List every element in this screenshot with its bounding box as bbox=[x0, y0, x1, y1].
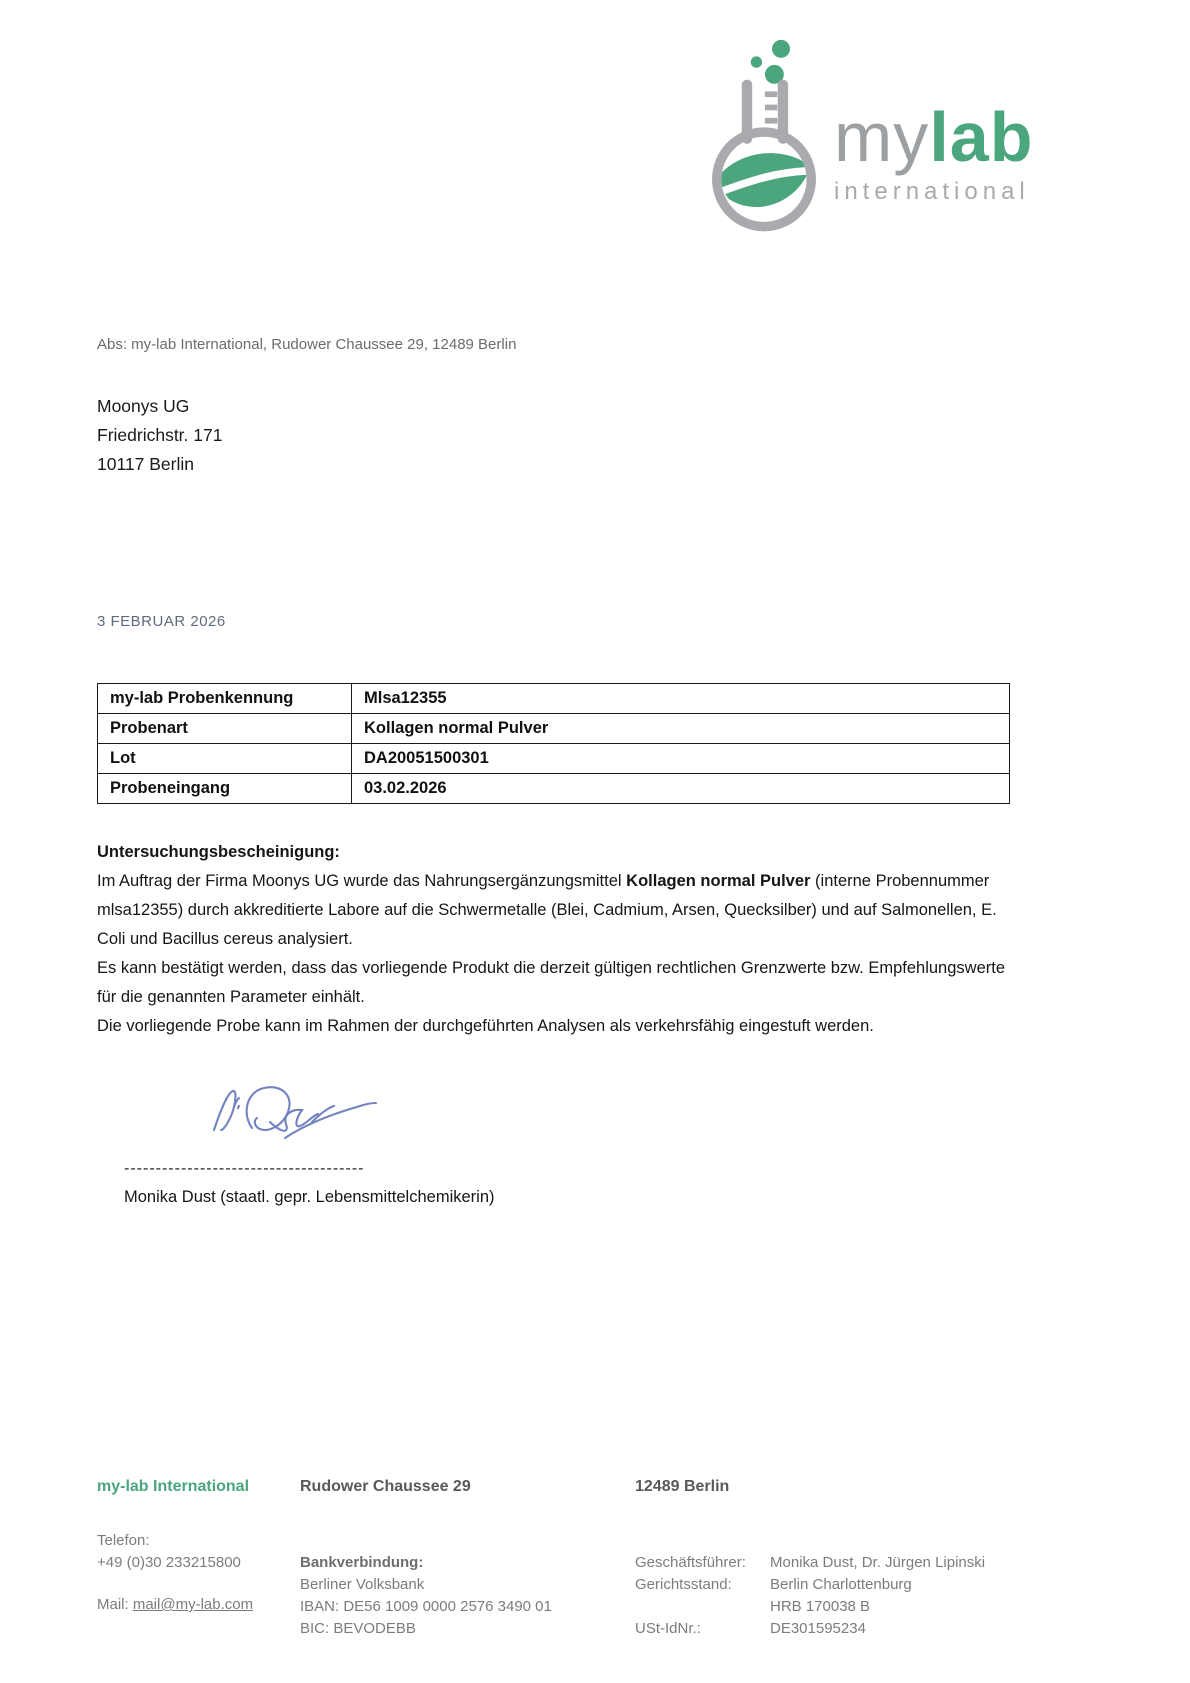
row-label: Probeneingang bbox=[98, 774, 352, 804]
recipient-name: Moonys UG bbox=[97, 396, 190, 416]
sender-line: Abs: my-lab International, Rudower Chaussee 29, 12489 Berlin bbox=[97, 336, 517, 353]
footer-company-name: my-lab International bbox=[97, 1478, 250, 1495]
footer-legal-values bbox=[770, 1552, 985, 1640]
row-label: Lot bbox=[98, 744, 352, 774]
flask-leaf-icon bbox=[712, 30, 816, 236]
footer-bank-block bbox=[300, 1552, 552, 1640]
footer-bank-name: Berliner Volksbank bbox=[300, 1576, 425, 1593]
footer-spacer bbox=[635, 1596, 746, 1618]
footer-ceo-label: Geschäftsführer: bbox=[635, 1554, 746, 1571]
row-value: DA20051500301 bbox=[352, 744, 1010, 774]
footer-court-value: Berlin Charlottenburg bbox=[770, 1576, 912, 1593]
footer-bank-heading: Bankverbindung: bbox=[300, 1554, 424, 1571]
footer-street: Rudower Chaussee 29 bbox=[300, 1478, 471, 1495]
document-date: 3 FEBRUAR 2026 bbox=[97, 613, 226, 630]
signature-line: -------------------------------------- bbox=[124, 1160, 365, 1177]
footer-hrb-value: HRB 170038 B bbox=[770, 1598, 871, 1615]
recipient-street: Friedrichstr. 171 bbox=[97, 425, 223, 445]
footer-vat-label: USt-IdNr.: bbox=[635, 1620, 701, 1637]
logo-word-my: my bbox=[834, 98, 930, 176]
paragraph-text: Im Auftrag der Firma Moonys UG wurde das Nahrungsergänzungsmittel bbox=[97, 872, 627, 890]
table-row bbox=[98, 714, 1010, 744]
footer-ceo-value: Monika Dust, Dr. Jürgen Lipinski bbox=[770, 1554, 986, 1571]
sample-info-table bbox=[97, 683, 1010, 804]
table-row bbox=[98, 744, 1010, 774]
certificate-heading: Untersuchungsbescheinigung: bbox=[97, 843, 340, 861]
footer-iban: IBAN: DE56 1009 0000 2576 3490 01 bbox=[300, 1598, 552, 1615]
footer-phone-label: Telefon: bbox=[97, 1532, 150, 1549]
footer-court-label: Gerichtsstand: bbox=[635, 1576, 732, 1593]
product-name-bold: Kollagen normal Pulver bbox=[626, 872, 811, 890]
footer-phone-number: +49 (0)30 233215800 bbox=[97, 1554, 241, 1571]
footer-legal-labels bbox=[635, 1552, 746, 1640]
row-value: 03.02.2026 bbox=[352, 774, 1010, 804]
row-value: Kollagen normal Pulver bbox=[352, 714, 1010, 744]
table-row bbox=[98, 774, 1010, 804]
footer-mail-label: Mail: bbox=[97, 1596, 133, 1613]
logo-word-lab: lab bbox=[929, 98, 1034, 176]
footer-city: 12489 Berlin bbox=[635, 1478, 730, 1495]
certificate-body bbox=[97, 838, 1015, 1041]
certificate-paragraph-1 bbox=[97, 867, 1015, 954]
footer-mail-link[interactable]: mail@my-lab.com bbox=[132, 1596, 254, 1613]
recipient-city: 10117 Berlin bbox=[97, 454, 194, 474]
row-label: my-lab Probenkennung bbox=[98, 684, 352, 714]
row-value: Mlsa12355 bbox=[352, 684, 1010, 714]
signer-name: Monika Dust (staatl. gepr. Lebensmittelchemikerin) bbox=[124, 1188, 495, 1206]
footer-mail-row bbox=[97, 1594, 253, 1616]
table-row bbox=[98, 684, 1010, 714]
handwritten-signature bbox=[200, 1078, 390, 1144]
row-label: Probenart bbox=[98, 714, 352, 744]
logo-subtitle: international bbox=[834, 178, 1030, 205]
certificate-paragraph-2: Es kann bestätigt werden, dass das vorliegende Produkt die derzeit gültigen rechtlichen Grenzwerte bzw. Empfehlungswerte für die genannten Parameter einhält. bbox=[97, 959, 1006, 1006]
paragraph-text: (interne Probennummer mlsa12355) durch akkreditierte Labore auf die Schwermetalle (Blei, Cadmium, Arsen, Quecksilber) und auf Salmonellen, E. Coli und Bacillus cereus analysiert. bbox=[97, 872, 997, 948]
footer-bic: BIC: BEVODEBB bbox=[300, 1620, 416, 1637]
recipient-address bbox=[97, 392, 222, 479]
footer-vat-value: DE301595234 bbox=[770, 1620, 866, 1637]
logo-text bbox=[834, 98, 1034, 206]
certificate-paragraph-3: Die vorliegende Probe kann im Rahmen der durchgeführten Analysen als verkehrsfähig eingestuft werden. bbox=[97, 1017, 874, 1035]
company-logo bbox=[712, 30, 1092, 240]
